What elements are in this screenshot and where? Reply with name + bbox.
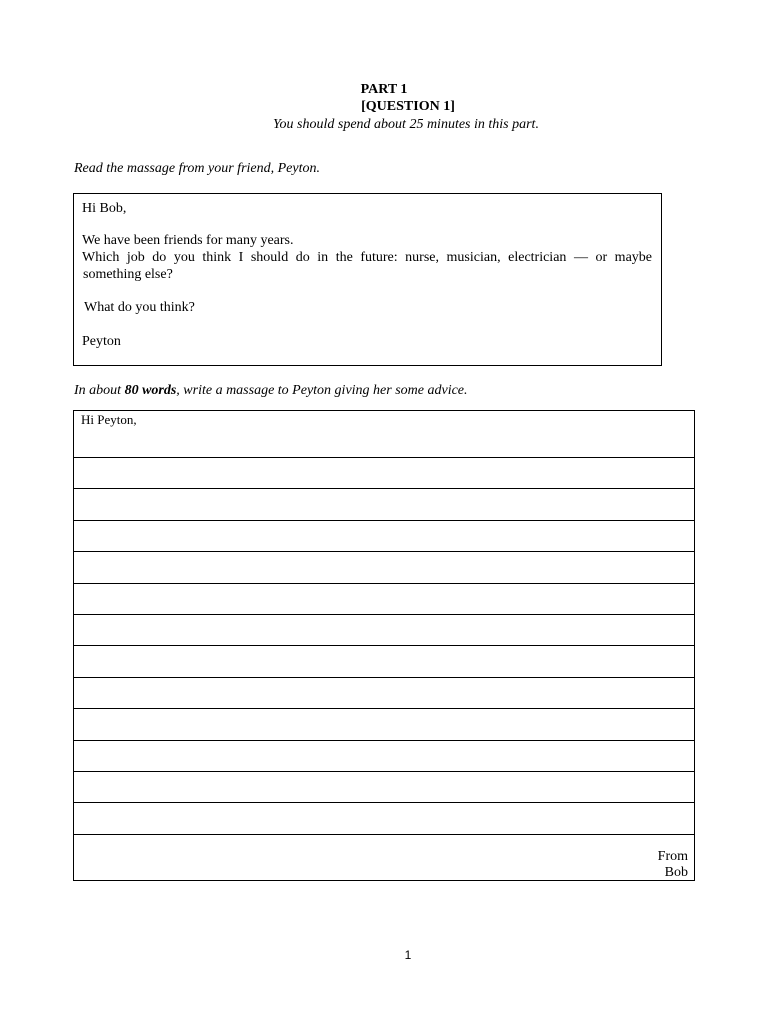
- message-greeting: Hi Bob,: [82, 201, 127, 216]
- closing-name: Bob: [664, 865, 688, 880]
- answer-closing: [658, 849, 688, 881]
- answer-line[interactable]: [74, 488, 694, 489]
- answer-line[interactable]: [74, 802, 694, 803]
- message-line: We have been friends for many years.: [82, 233, 294, 248]
- write-instruction: [74, 382, 468, 399]
- message-question: What do you think?: [84, 300, 195, 315]
- message-signature: Peyton: [82, 334, 121, 349]
- read-instruction: Read the massage from your friend, Peyton.: [74, 161, 320, 176]
- part-title: PART 1: [360, 82, 408, 97]
- answer-line[interactable]: [74, 645, 694, 646]
- time-note: You should spend about 25 minutes in this part.: [273, 117, 539, 132]
- answer-line[interactable]: [74, 614, 694, 615]
- message-line: Which job do you think I should do in the future: nurse, musician, electrician — or maybe: [82, 250, 652, 265]
- answer-line[interactable]: [74, 740, 694, 741]
- question-title: [QUESTION 1]: [361, 99, 455, 114]
- answer-greeting: Hi Peyton,: [81, 412, 137, 427]
- write-instruction-suffix: , write a massage to Peyton giving her some advice.: [176, 383, 468, 398]
- message-line: something else?: [83, 267, 173, 282]
- closing-from: From: [657, 849, 688, 864]
- answer-writing-area[interactable]: [73, 410, 695, 881]
- answer-line[interactable]: [74, 771, 694, 772]
- answer-line[interactable]: [74, 551, 694, 552]
- answer-line[interactable]: [74, 677, 694, 678]
- answer-line[interactable]: [74, 520, 694, 521]
- answer-line[interactable]: [74, 708, 694, 709]
- word-count-emphasis: 80 words: [124, 383, 177, 398]
- answer-line[interactable]: [74, 457, 694, 458]
- friend-message-box: [73, 193, 662, 366]
- write-instruction-prefix: In about: [74, 383, 125, 398]
- answer-line[interactable]: [74, 583, 694, 584]
- page-number: 1: [404, 948, 412, 962]
- answer-line[interactable]: [74, 834, 694, 835]
